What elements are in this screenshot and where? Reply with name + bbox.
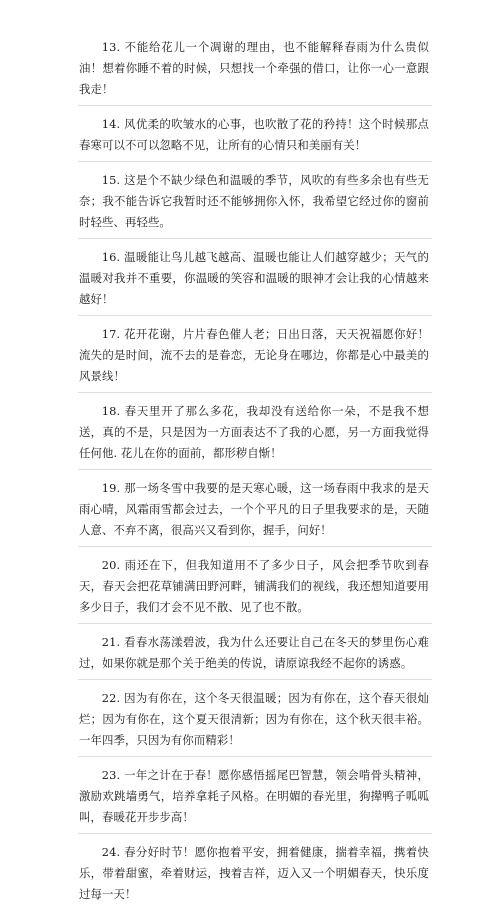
entry-13: 13. 不能给花儿一个凋谢的理由，也不能解释春雨为什么贵似油！想着你睡不着的时候，只想找一个牵强的借口，让你一心一意跟我走！ (79, 40, 429, 96)
entry-18: 18. 春天里开了那么多花，我却没有送给你一朵，不是我不想送，真的不是，只是因为一方面表达不了我的心愿，另一方面我觉得任何他. 花儿在你的面前，都形秽自惭！ (79, 404, 429, 460)
entry-20: 20. 雨还在下，但我知道用不了多少日子，风会把季节吹到春天，春天会把花草铺满田野河畔，铺满我们的视线，我还想知道要用多少日子，我们才会不见不散、见了也不散。 (79, 558, 429, 614)
divider (78, 833, 432, 834)
divider (78, 105, 432, 106)
divider (78, 315, 432, 316)
divider (78, 469, 432, 470)
entry-23: 23. 一年之计在于春！愿你感悟摇尾巴智慧，领会啃骨头精神，激励欢跳墙勇气，培养拿耗子风格。在明媚的春光里，狗撵鸭子呱呱叫，春暖花开步步高！ (79, 768, 429, 824)
divider (78, 238, 432, 239)
divider (78, 392, 432, 393)
entry-19: 19. 那一场冬雪中我要的是天寒心暖，这一场春雨中我求的是天雨心晴，风霜雨雪都会过去，一个个平凡的日子里我要求的是，天随人意、不弃不离，很高兴又看到你，握手，问好！ (79, 481, 429, 537)
entry-22: 22. 因为有你在，这个冬天很温暖；因为有你在，这个春天很灿烂；因为有你在，这个夏天很清新；因为有你在，这个秋天很丰裕。一年四季，只因为有你而精彩！ (79, 691, 429, 747)
entry-16: 16. 温暖能让鸟儿越飞越高、温暖也能让人们越穿越少；天气的温暖对我并不重要，你温暖的笑容和温暖的眼神才会让我的心情越来越好！ (79, 250, 429, 306)
divider (78, 679, 432, 680)
entry-14: 14. 风优柔的吹皱水的心事，也吹散了花的矜持！这个时候那点春寒可以不可以忽略不见，让所有的心情只和美丽有关！ (79, 117, 429, 152)
divider (78, 161, 432, 162)
entry-15: 15. 这是个不缺少绿色和温暖的季节，风吹的有些多余也有些无奈；我不能告诉它我暂时还不能够拥你入怀，我希望它经过你的窗前时轻些、再轻些。 (79, 173, 429, 229)
divider (78, 623, 432, 624)
divider (78, 546, 432, 547)
entry-17: 17. 花开花谢，片片春色催人老；日出日落，天天祝福愿你好！流失的是时间，流不去的是眷恋，无论身在哪边，你都是心中最美的风景线！ (79, 327, 429, 383)
divider (78, 756, 432, 757)
entry-21: 21. 看春水荡漾碧波，我为什么还要让自己在冬天的梦里伤心难过，如果你就是那个关于绝美的传说，请原谅我经不起你的诱惑。 (79, 635, 429, 670)
entry-24: 24. 春分好时节！愿你抱着平安，拥着健康，揣着幸福，携着快乐，带着甜蜜，牵着财运，拽着吉祥，迈入又一个明媚春天，快乐度过每一天！ (79, 845, 429, 901)
